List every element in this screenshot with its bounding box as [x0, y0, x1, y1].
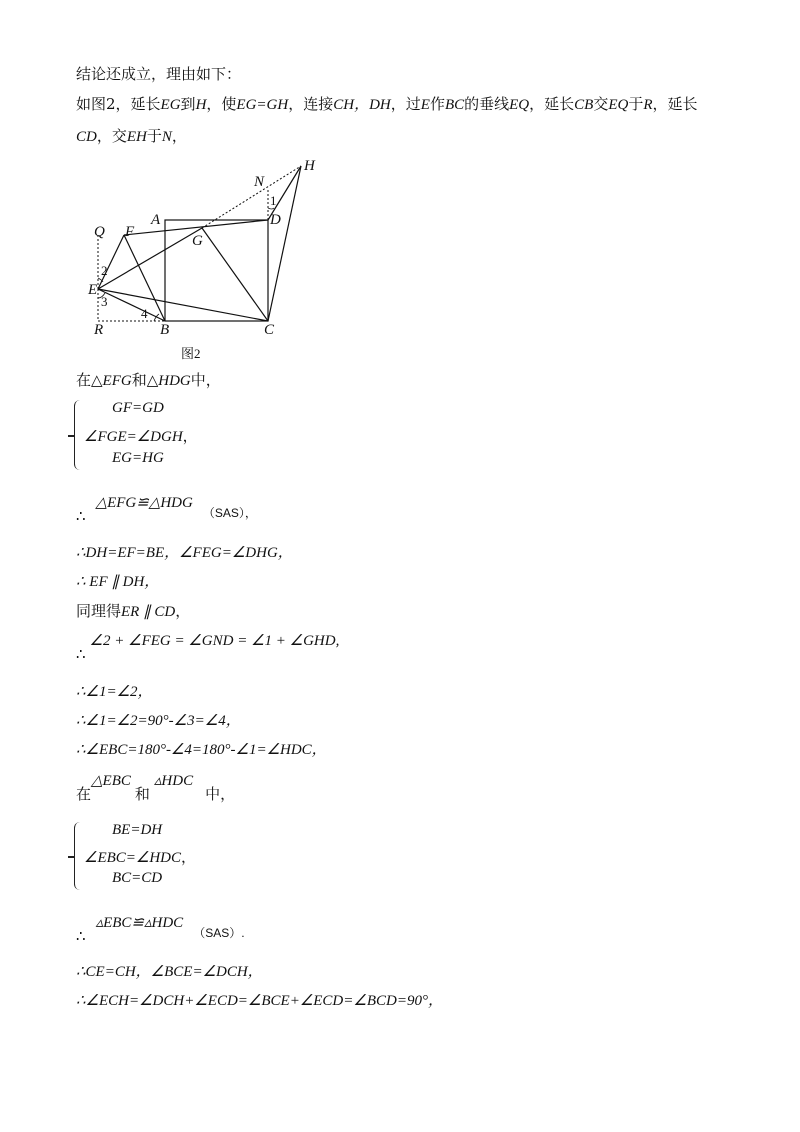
t: △EBC	[91, 773, 131, 789]
text-line-1	[76, 64, 241, 84]
label-r: R	[94, 322, 104, 338]
t: EQ	[509, 97, 530, 113]
conclusion-text: 结论还成立，理由如下：	[76, 65, 242, 83]
text-line-11: ∴∠1=∠2=90°-∠3=∠4，	[76, 713, 241, 729]
text-line-16: ∴∠ECH=∠DCH+∠ECD=∠BCE+∠ECD=∠BCD=90°，	[76, 993, 443, 1009]
t: ∠EBC=∠HDC	[84, 850, 182, 866]
t: ，	[171, 127, 187, 145]
system1-row-3: EG=HG	[112, 450, 164, 466]
label-n: N	[254, 174, 265, 190]
text-line-8	[76, 601, 190, 622]
label-angle-4: 4	[141, 306, 148, 321]
t: EQ	[608, 97, 629, 113]
t: ，	[175, 602, 191, 620]
square-abcd	[165, 220, 268, 321]
figure-caption: 图2	[181, 346, 201, 361]
system2-row-2	[84, 846, 196, 867]
t: 于	[628, 95, 644, 113]
system1-row-2	[84, 425, 198, 446]
label-d: D	[270, 212, 281, 228]
t: 在△	[76, 371, 103, 389]
segment-eb	[98, 289, 165, 321]
t: CH，DH	[333, 97, 391, 113]
label-a: A	[151, 212, 161, 228]
text-line-4	[76, 370, 221, 391]
t: ，	[182, 429, 198, 445]
system2-row-3: BC=CD	[112, 870, 163, 886]
segment-eg	[98, 228, 202, 289]
label-h: H	[304, 158, 315, 174]
t: ，使	[206, 95, 237, 113]
text-line-5	[76, 492, 257, 525]
label-angle-3: 3	[101, 294, 108, 309]
label-angle-2: 2	[101, 263, 108, 278]
t: ，交	[96, 127, 127, 145]
t: ，	[181, 850, 197, 866]
t: 在	[76, 785, 92, 803]
segment-ec	[98, 289, 268, 321]
system-brace-2	[74, 822, 83, 890]
system1-row-1: GF=GD	[112, 400, 164, 416]
system-brace-1	[74, 400, 83, 470]
segment-gh-dashed	[202, 166, 301, 228]
t: CD	[76, 129, 97, 145]
angle-arc-1	[268, 208, 274, 209]
t: 到	[180, 95, 196, 113]
therefore-symbol: ∴	[76, 507, 86, 525]
t: 中，	[190, 371, 221, 389]
t: ，延长	[529, 95, 575, 113]
label-b: B	[160, 322, 170, 338]
t: EH	[126, 129, 147, 145]
t: 和△	[131, 371, 159, 389]
t: EG	[160, 97, 181, 113]
t: 如图2，延长	[76, 95, 161, 113]
t: 的垂线	[464, 95, 510, 113]
t: ER ∥ CD	[121, 604, 176, 620]
t: HDG	[158, 373, 191, 389]
segment-ch	[268, 166, 301, 321]
text-line-15: ∴CE=CH，∠BCE=∠DCH，	[76, 964, 263, 980]
t: 于	[146, 127, 162, 145]
text-line-3	[76, 126, 187, 147]
label-angle-1: 1	[270, 193, 277, 208]
t: ，过	[390, 95, 421, 113]
angle-equation: ∠2 + ∠FEG = ∠GND = ∠1 + ∠GHD,	[89, 633, 340, 649]
text-line-10: ∴∠1=∠2，	[76, 684, 153, 700]
t: （SAS）.	[193, 926, 245, 940]
segment-gc	[202, 228, 268, 321]
t: 中，	[205, 785, 236, 803]
t: （SAS），	[202, 506, 257, 520]
label-q: Q	[94, 224, 105, 240]
t: ▵HDC	[153, 773, 194, 789]
congruence-statement: △EFG≌△HDG	[95, 495, 193, 511]
therefore-symbol: ∴	[76, 927, 86, 945]
label-g: G	[192, 233, 203, 249]
text-line-13	[76, 770, 236, 803]
t: CB	[574, 97, 594, 113]
text-line-2	[76, 94, 698, 115]
text-line-12: ∴∠EBC=180°-∠4=180°-∠1=∠HDC，	[76, 742, 327, 758]
t: EG=GH	[236, 97, 289, 113]
text-line-9	[76, 630, 340, 663]
text-line-14	[76, 912, 245, 945]
label-f: F	[125, 224, 135, 240]
t: N	[161, 129, 172, 145]
t: 同理得	[76, 602, 122, 620]
t: 和	[134, 785, 150, 803]
t: ，连接	[288, 95, 334, 113]
t: BC	[444, 97, 465, 113]
t: H	[195, 97, 207, 113]
t: E	[420, 97, 430, 113]
text-line-7: ∴ EF ∥ DH，	[76, 574, 160, 590]
t: 交	[593, 95, 609, 113]
congruence-statement: ▵EBC≌▵HDC	[95, 915, 184, 931]
t: 作	[429, 95, 445, 113]
text-line-6: ∴DH=EF=BE，∠FEG=∠DHG，	[76, 545, 293, 561]
system2-row-1: BE=DH	[112, 822, 163, 838]
label-c: C	[264, 322, 275, 338]
therefore-symbol: ∴	[76, 645, 86, 663]
t: ∠FGE=∠DGH	[84, 429, 183, 445]
t: ，延长	[652, 95, 698, 113]
t: EFG	[102, 373, 132, 389]
geometry-figure	[80, 152, 380, 352]
label-e: E	[88, 282, 98, 298]
t: R	[643, 97, 653, 113]
